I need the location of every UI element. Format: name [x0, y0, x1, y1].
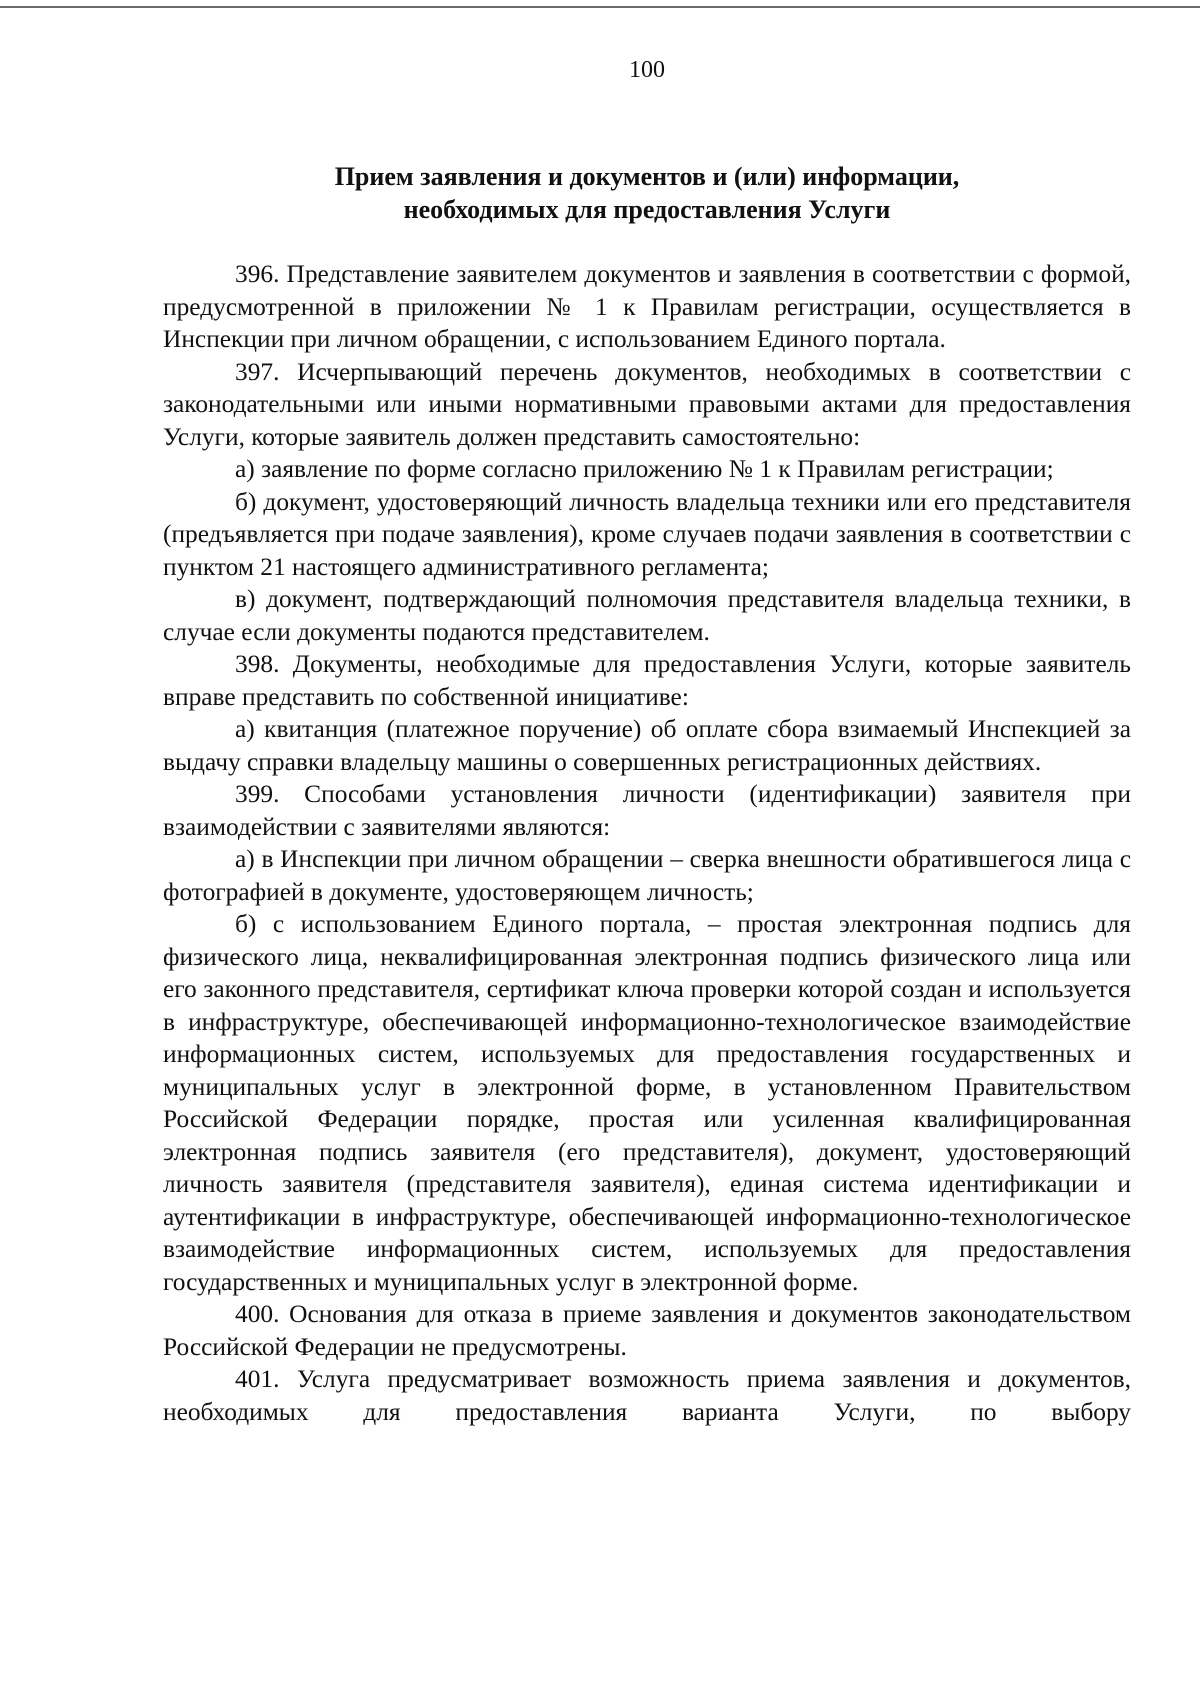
top-border-line: [0, 6, 1200, 8]
paragraph-399: 399. Способами установления личности (идентификации) заявителя при взаимодействии с заявителями являются:: [163, 780, 1131, 841]
paragraph-401: 401. Услуга предусматривает возможность приема заявления и документов, необходимых для предоставления варианта Услуги, по выбору: [163, 1365, 1131, 1426]
paragraph-400: 400. Основания для отказа в приеме заявления и документов законодательством Российской Федерации не предусмотрены.: [163, 1300, 1131, 1361]
section-heading: [163, 160, 1131, 226]
paragraph-397-b: б) документ, удостоверяющий личность владельца техники или его представителя (предъявляется при подаче заявления), кроме случаев подачи заявления в соответствии с пунктом 21 настоящего административного регламента;: [163, 487, 1131, 581]
page-number: 100: [629, 57, 665, 83]
paragraph-397-a: а) заявление по форме согласно приложению № 1 к Правилам регистрации;: [235, 455, 1054, 483]
document-body: [163, 258, 1131, 1428]
paragraph-397: 397. Исчерпывающий перечень документов, необходимых в соответствии с законодательными или иными нормативными правовыми актами для предоставления Услуги, которые заявитель должен представить самостоятельно:: [163, 357, 1131, 451]
section-heading-line-2: необходимых для предоставления Услуги: [403, 195, 891, 224]
paragraph-398: 398. Документы, необходимые для предоставления Услуги, которые заявитель вправе представить по собственной инициативе:: [163, 650, 1131, 711]
paragraph-396: 396. Представление заявителем документов и заявления в соответствии с формой, предусмотренной в приложении № 1 к Правилам регистрации, осуществляется в Инспекции при личном обращении, с использованием Единого портала.: [163, 260, 1131, 353]
paragraph-399-b: б) с использованием Единого портала, – простая электронная подпись для физического лица, неквалифицированная электронная подпись физического лица или его законного представителя, сертификат ключа проверки которой создан и используется в инфраструктуре, обеспечивающей информационно-технологическое взаимодействие информационных систем, используемых для предоставления государственных и муниципальных услуг в электронной форме, в установленном Правительством Российской Федерации порядке, простая или усиленная квалифицированная электронная подпись заявителя (его представителя), документ, удостоверяющий личность заявителя (представителя заявителя), единая система идентификации и аутентификации в инфраструктуре, обеспечивающей информационно-технологическое взаимодействие информационных систем, используемых для предоставления государственных и муниципальных услуг в электронной форме.: [163, 910, 1131, 1296]
section-heading-line-1: Прием заявления и документов и (или) информации,: [334, 162, 960, 191]
paragraph-399-a: а) в Инспекции при личном обращении – сверка внешности обратившегося лица с фотографией в документе, удостоверяющем личность;: [163, 845, 1131, 906]
paragraph-398-a: а) квитанция (платежное поручение) об оплате сбора взимаемый Инспекцией за выдачу справки владельцу машины о совершенных регистрационных действиях.: [163, 715, 1131, 776]
paragraph-397-v: в) документ, подтверждающий полномочия представителя владельца техники, в случае если документы подаются представителем.: [163, 585, 1131, 646]
